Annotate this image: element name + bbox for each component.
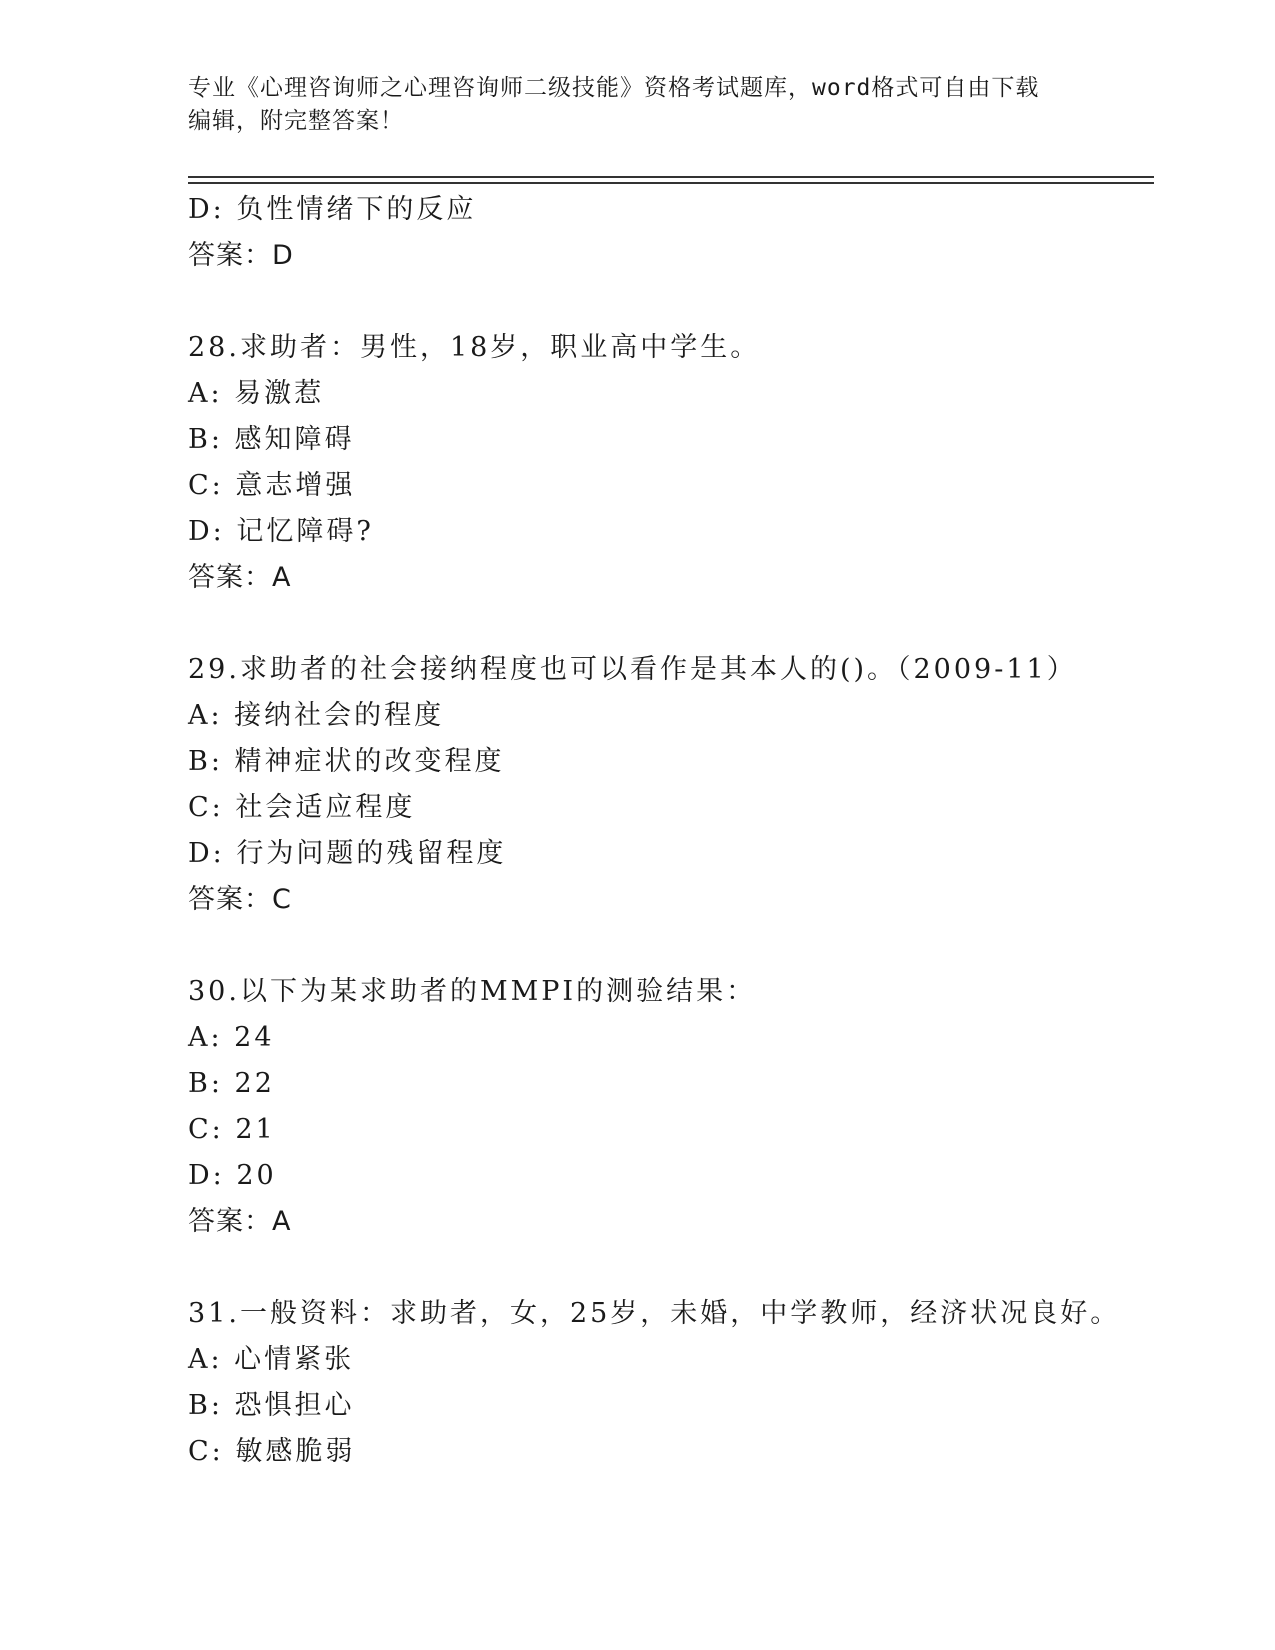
option-b: B: 精神症状的改变程度: [188, 746, 505, 777]
option-d: D: 20: [188, 1160, 277, 1191]
option-c: C: 敏感脆弱: [188, 1436, 356, 1467]
option-c: C: 意志增强: [188, 470, 356, 501]
header-line-2: 编辑，附完整答案！: [188, 108, 404, 134]
option-a: A: 心情紧张: [188, 1344, 355, 1375]
option-a: A: 易激惹: [188, 378, 325, 409]
option-d: D: 负性情绪下的反应: [188, 194, 477, 225]
question-list: [188, 187, 1148, 1475]
answer-line: 答案：D: [188, 240, 294, 271]
option-b: B: 恐惧担心: [188, 1390, 355, 1421]
question-stem: 31.一般资料：求助者，女，25岁，未婚，中学教师，经济状况良好。: [188, 1298, 1121, 1329]
option-a: A: 24: [188, 1022, 275, 1053]
option-c: C: 社会适应程度: [188, 792, 416, 823]
header-rule-top: [188, 176, 1154, 178]
header-rule-bottom: [188, 182, 1154, 184]
option-a: A: 接纳社会的程度: [188, 700, 445, 731]
answer-line: 答案：A: [188, 1206, 292, 1237]
answer-line: 答案：A: [188, 562, 292, 593]
option-c: C: 21: [188, 1114, 276, 1145]
option-d: D: 行为问题的残留程度: [188, 838, 507, 869]
question-stem: 28.求助者：男性，18岁，职业高中学生。: [188, 332, 761, 363]
option-b: B: 感知障碍: [188, 424, 355, 455]
document-header: [188, 72, 1088, 138]
answer-line: 答案：C: [188, 884, 292, 915]
option-b: B: 22: [188, 1068, 275, 1099]
header-line-1: 专业《心理咨询师之心理咨询师二级技能》资格考试题库，word格式可自由下载: [188, 75, 1040, 101]
question-stem: 30.以下为某求助者的MMPI的测验结果：: [188, 976, 757, 1007]
question-stem: 29.求助者的社会接纳程度也可以看作是其本人的()。（2009-11）: [188, 654, 1077, 685]
option-d: D: 记忆障碍?: [188, 516, 374, 547]
